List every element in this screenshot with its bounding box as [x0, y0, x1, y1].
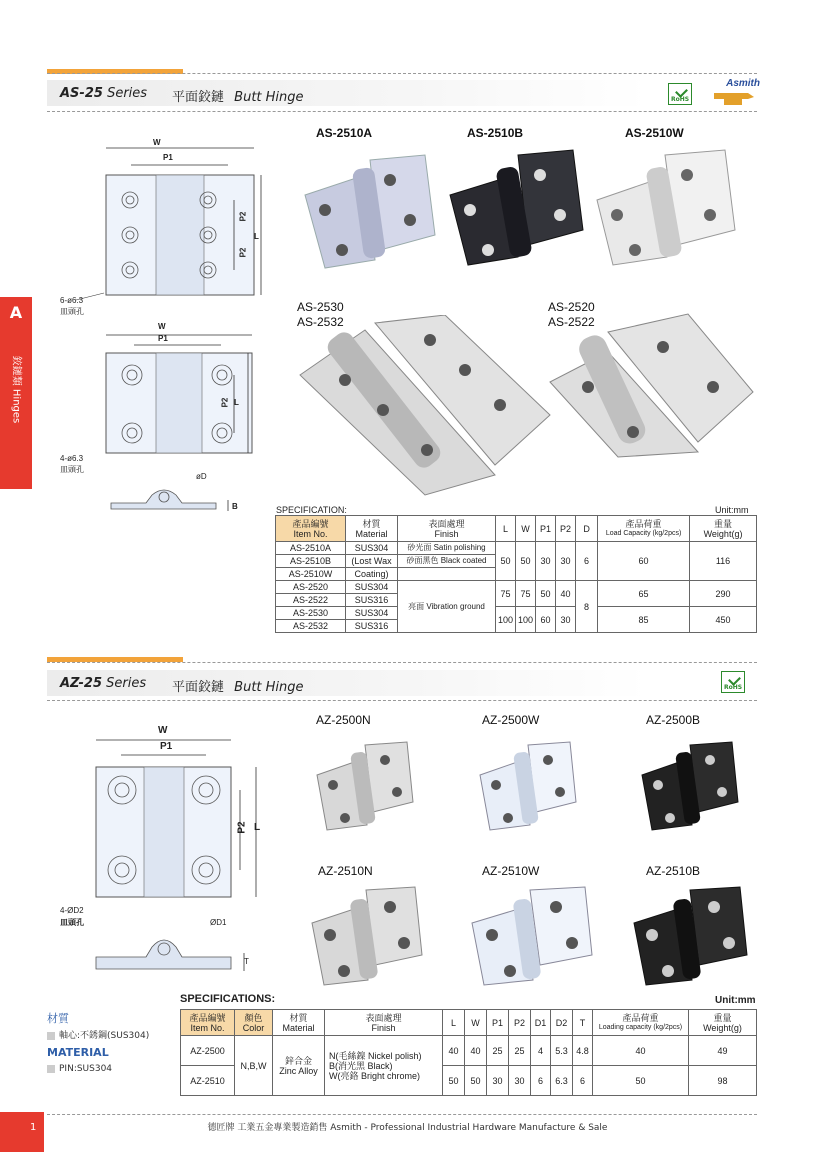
product-label: AZ-2510N: [318, 864, 373, 878]
section1-series: AS-25 Series: [60, 86, 148, 101]
table-row: AS-2520: [276, 581, 346, 594]
unit-label: Unit:mm: [715, 995, 756, 1006]
section1-header-rule: [47, 111, 757, 112]
dim2-l: L: [234, 398, 239, 407]
checkbox-icon: [47, 1032, 55, 1040]
material-line-cn: 軸心:不銹鋼(SUS304): [47, 1028, 149, 1041]
dim-p1: P1: [163, 153, 173, 162]
page-number: 1: [0, 1112, 44, 1152]
table-row: AS-2510B: [276, 555, 346, 568]
product-label: AS-2532: [297, 315, 344, 329]
section1-rule: [47, 73, 757, 74]
product-label: AS-2522: [548, 315, 595, 329]
az-hole-note-cn: 皿頭孔: [60, 918, 84, 927]
category-letter: A: [9, 303, 23, 322]
product-label: AS-2510A: [316, 126, 373, 140]
table-row: AS-2532: [276, 620, 346, 633]
as-hinge-drawing-4hole: [56, 325, 276, 520]
az-dim-t: T: [244, 957, 249, 966]
asmith-logo: Asmith: [708, 78, 760, 108]
rohs-icon: RoHS: [668, 83, 692, 105]
product-label: AS-2510W: [625, 126, 684, 140]
table-row: AZ-2500 N,B,W 鋅合金 Zinc Alloy N(毛絲鎳 Nickel polish) B(消光黑 Black) W(亮鉻 Bright chrome) 40 40 25 25 4 5.3 4.8 40 49: [181, 1036, 757, 1066]
material-title-cn: 材質: [47, 1012, 69, 1025]
az-hinge-drawing: [56, 725, 266, 980]
section2-header-rule: [47, 700, 757, 701]
az-dim-p2: P2: [236, 821, 248, 834]
as-spec-table: 產品編號 Item No. 材質 Material 表面處理 Finish L W P1 P2 D 產品荷重 Load Capacity (kg/2pcs) 重量 Weight(g) AS-2510A SUS304 砂光面 Satin polishing 50 50 30 30 6 60 116 AS-2510B (Lost Wax 砂面黑色 Black coated AS-2510W Coating) AS-2520 SUS304 亮面 Vibration ground 75 75 50 40 8 65 290 AS-2522 SUS316 AS-2530 SUS304 100 100 60 30 85 450 AS-2532 SUS316: [275, 515, 757, 633]
dim2-p1: P1: [158, 334, 168, 343]
hinge-image-heavy-ss: [548, 312, 758, 462]
table-row: AS-2510A: [276, 542, 346, 555]
hinge-image-az-nickel-lg: [310, 885, 425, 990]
section2-rule: [47, 662, 757, 663]
section1-title: 平面鉸鏈 Butt Hinge: [172, 90, 304, 105]
material-title-en: MATERIAL: [47, 1046, 109, 1059]
hinge-image-large-ss: [295, 315, 555, 500]
product-label: AZ-2510B: [646, 864, 701, 878]
az-dim-p1: P1: [160, 741, 173, 752]
category-tab[interactable]: [0, 297, 32, 489]
hole-note-cn: 皿頭孔: [60, 307, 84, 316]
table-row: AS-2510W: [276, 568, 346, 581]
dim-p2b: P2: [238, 247, 248, 258]
hinge-image-az-chrome-lg: [470, 885, 595, 990]
section2-series: AZ-25 Series: [60, 676, 147, 691]
hinge-image-silver: [300, 150, 440, 275]
hinge-image-az-black: [640, 740, 740, 835]
checkbox-icon: [47, 1065, 55, 1073]
hinge-image-az-black-lg: [632, 885, 750, 990]
product-label: AZ-2510W: [482, 864, 540, 878]
dim-p2a: P2: [238, 211, 248, 222]
hole-note-2: 4-ø6.3: [60, 454, 84, 463]
unit-label: Unit:mm: [715, 505, 749, 515]
az-spec-table: 產品編號 Item No. 顏色 Color 材質 Material 表面處理 Finish L W P1 P2 D1 D2 T 產品荷重 Loading capacity (kg/2pcs) 重量 Weight(g) AZ-2500 N,B,W 鋅合金 Zinc Alloy N(毛絲鎳 Nickel polish) B(消光黑 Black) W(亮鉻 Bright chrome) 40 40 25 25 4 5.3 4.8 40 49 AZ-2510 50 50 30 30 6 6.3 6 50 98: [180, 1009, 757, 1096]
hinge-image-az-nickel: [315, 740, 415, 835]
category-label: 鉸鏈類 Hinges: [10, 355, 22, 424]
hole-note: 6-ø6.3: [60, 296, 84, 305]
rohs-icon: RoHS: [721, 671, 745, 693]
hole-note-2-cn: 皿頭孔: [60, 465, 84, 474]
hinge-image-az-chrome: [478, 740, 578, 835]
dim-l: L: [254, 232, 259, 241]
az-hole-note: 4-ØD2: [60, 906, 84, 915]
dim2-w: W: [158, 322, 166, 331]
az-dim-l: L: [254, 822, 261, 833]
dim-w: W: [153, 138, 161, 147]
product-label: AZ-2500W: [482, 713, 540, 727]
product-label: AZ-2500N: [316, 713, 371, 727]
product-label: AS-2530: [297, 300, 344, 314]
hinge-image-white: [595, 145, 740, 270]
table-row: AS-2522: [276, 594, 346, 607]
product-label: AZ-2500B: [646, 713, 701, 727]
dim2-d: øD: [196, 472, 207, 481]
az-dim-d1: ØD1: [210, 918, 227, 927]
spec-label: SPECIFICATIONS:: [180, 993, 276, 1005]
product-label: AS-2510B: [467, 126, 524, 140]
dim2-p2: P2: [220, 397, 230, 408]
spec-label: SPECIFICATION:: [276, 505, 347, 515]
product-label: AS-2520: [548, 300, 595, 314]
footer-rule: [47, 1114, 757, 1115]
footer-text: 德匠牌 工業五金專業製造銷售 Asmith - Professional Industrial Hardware Manufacture & Sale: [207, 1123, 608, 1133]
dim2-b: B: [232, 502, 238, 511]
table-row: AS-2530: [276, 607, 346, 620]
material-line-en: PIN:SUS304: [47, 1064, 112, 1074]
section2-title: 平面鉸鏈 Butt Hinge: [172, 680, 304, 695]
az-dim-w: W: [158, 725, 168, 736]
hinge-image-black: [448, 145, 588, 270]
table-row: AZ-2510 50 50 30 30 6 6.3 6 50 98: [181, 1066, 757, 1096]
